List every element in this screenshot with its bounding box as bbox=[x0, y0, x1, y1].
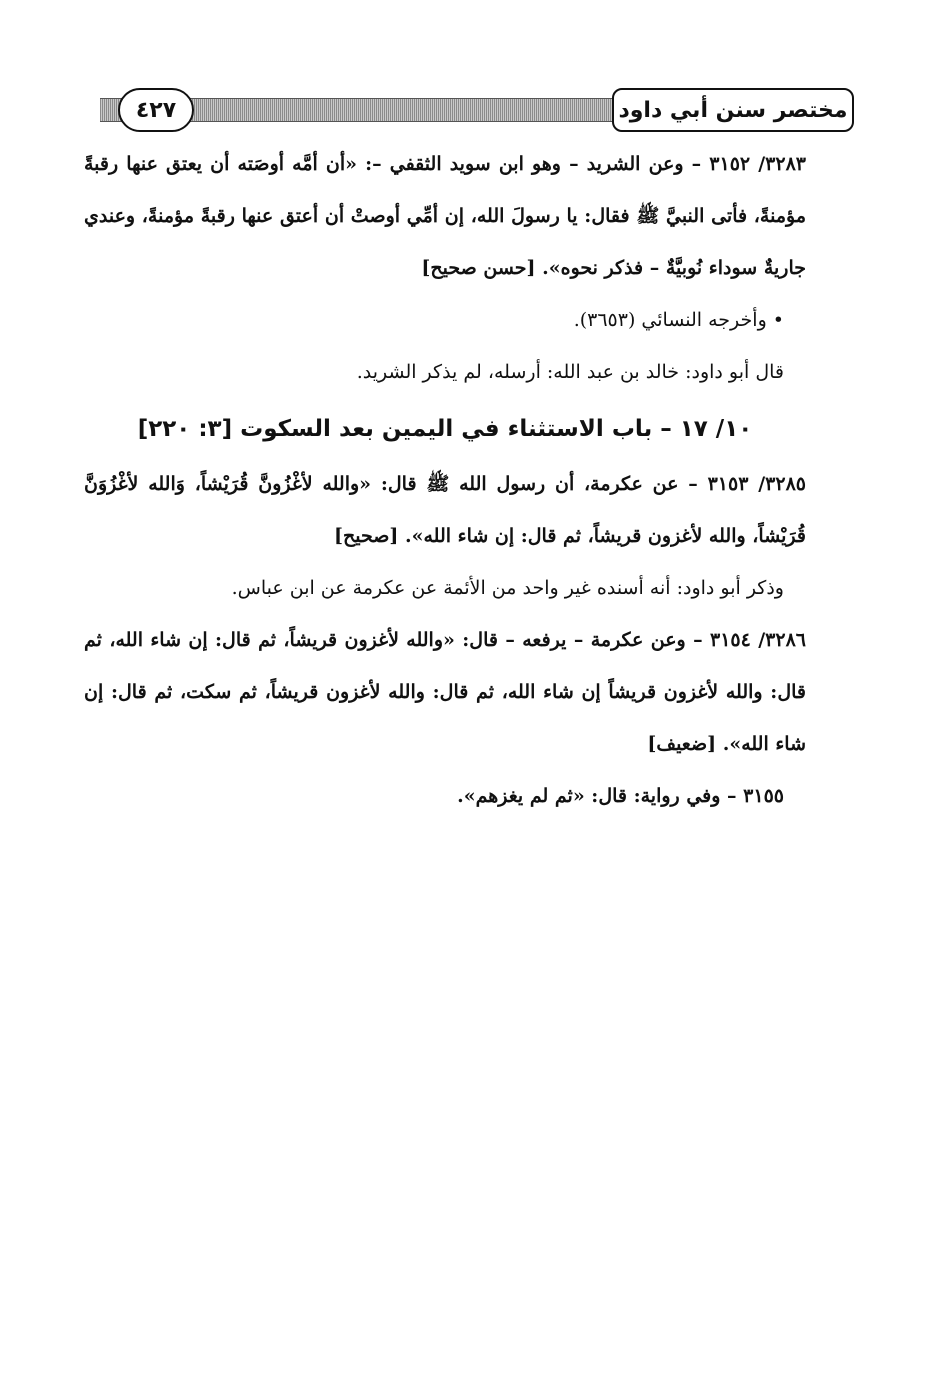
hadith-3152: ٣٢٨٣/ ٣١٥٢ – وعن الشريد – وهو ابن سويد الثقفي –: «أن أمَّه أوصَته أن يعتق عنها رقبةً مؤمنةً، فأتى النبيَّ ﷺ فقال: يا رسولَ الله، إن أمِّي أوصتْ أن أعتق عنها رقبةً مؤمنةً، وعندي جاريةٌ سوداء نُوبيَّةٌ – فذكر نحوه». [حسن صحيح] bbox=[84, 153, 806, 279]
page-number: ٤٢٧ bbox=[118, 88, 194, 132]
hadith-3153: ٣٢٨٥/ ٣١٥٣ – عن عكرمة، أن رسول الله ﷺ قال: «والله لأغْزُونَّ قُرَيْشاً، وَالله لأغْزُوَنَّ قُرَيْشاً، والله لأغزون قريشاً، ثم قال: إن شاء الله». [صحيح] bbox=[84, 473, 806, 547]
book-title: مختصر سنن أبي داود bbox=[612, 88, 854, 132]
takhrij-note: • وأخرجه النسائي (٣٦٥٣). bbox=[573, 309, 784, 331]
page-content bbox=[84, 138, 806, 822]
abu-dawud-remark: وذكر أبو داود: أنه أسنده غير واحد من الأئمة عن عكرمة عن ابن عباس. bbox=[231, 577, 784, 599]
abu-dawud-comment: قال أبو داود: خالد بن عبد الله: أرسله، لم يذكر الشريد. bbox=[356, 361, 784, 383]
hadith-3154: ٣٢٨٦/ ٣١٥٤ – وعن عكرمة – يرفعه – قال: «والله لأغزون قريشاً، ثم قال: إن شاء الله، ثم قال: والله لأغزون قريشاً إن شاء الله، ثم قال: والله لأغزون قريشاً، ثم سكت، ثم قال: إن شاء الله». [ضعيف] bbox=[84, 629, 806, 755]
page-header bbox=[100, 88, 854, 132]
hadith-3155: ٣١٥٥ – وفي رواية: قال: «ثم لم يغزهم». bbox=[457, 785, 784, 807]
chapter-heading: ١٠/ ١٧ – باب الاستثناء في اليمين بعد السكوت [٣: ٢٢٠] bbox=[137, 416, 753, 442]
